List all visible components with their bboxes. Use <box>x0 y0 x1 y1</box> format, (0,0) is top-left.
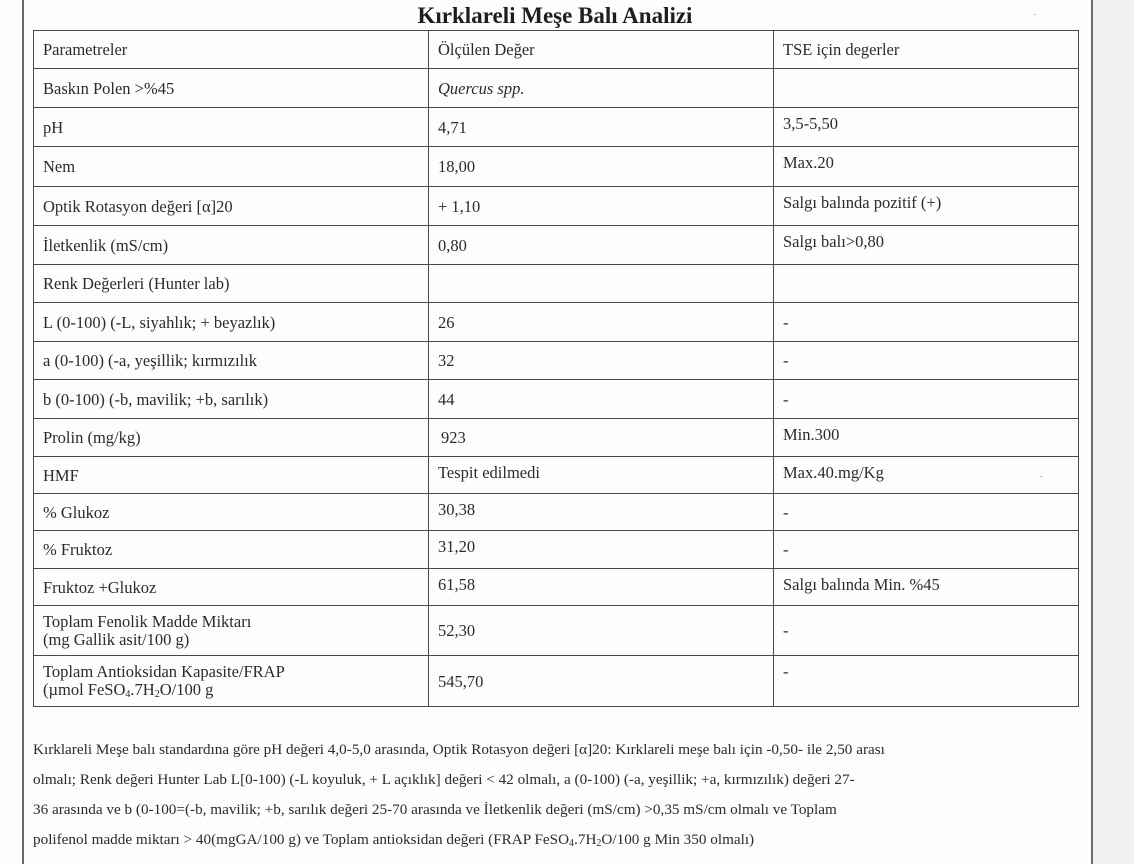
tse-cell <box>774 69 1079 108</box>
table-row <box>34 419 1079 457</box>
param-cell: Baskın Polen >%45 <box>34 69 429 108</box>
param-cell: L (0-100) (-L, siyahlık; + beyazlık) <box>34 303 429 342</box>
note-line: olmalı; Renk değeri Hunter Lab L[0-100) (-L koyuluk, + L açıklık] değeri < 42 olmalı, a (0-100) (-a, yeşillik; +a, kırmızılık) değeri 27- <box>33 771 855 788</box>
tse-cell: Min.300 <box>774 419 1079 457</box>
param-cell: Optik Rotasyon değeri [α]20 <box>34 187 429 226</box>
param-cell: pH <box>34 108 429 147</box>
tse-cell: - <box>774 380 1079 419</box>
table-row <box>34 303 1079 342</box>
table-row <box>34 606 1079 656</box>
measured-cell: 44 <box>429 380 774 419</box>
param-cell: HMF <box>34 457 429 494</box>
param-cell: Nem <box>34 147 429 187</box>
header-cell: Parametreler <box>34 31 429 69</box>
table-row <box>34 187 1079 226</box>
note-line: polifenol madde miktarı > 40(mgGA/100 g) ve Toplam antioksidan değeri (FRAP $FeSO_4.7H_2O/100$ g Min 350 olmalı) <box>33 831 755 849</box>
table-row <box>34 494 1079 531</box>
measured-cell: 52,30 <box>429 606 774 656</box>
param-cell: b (0-100) (-b, mavilik; +b, sarılık) <box>34 380 429 419</box>
scan-speck <box>1034 14 1036 15</box>
param-cell: Renk Değerleri (Hunter lab) <box>34 265 429 303</box>
param-cell: Prolin (mg/kg) <box>34 419 429 457</box>
tse-cell <box>774 265 1079 303</box>
table-row <box>34 531 1079 569</box>
tse-cell: - <box>774 606 1079 656</box>
table-row <box>34 108 1079 147</box>
measured-cell: Tespit edilmedi <box>429 457 774 494</box>
measured-cell: 0,80 <box>429 226 774 265</box>
tse-cell: - <box>774 342 1079 380</box>
table-row <box>34 147 1079 187</box>
table-row <box>34 656 1079 707</box>
measured-cell: 18,00 <box>429 147 774 187</box>
table-row <box>34 457 1079 494</box>
param-line: (mg Gallik asit/100 g) <box>43 629 190 649</box>
measured-cell: 26 <box>429 303 774 342</box>
measured-cell: 31,20 <box>429 531 774 569</box>
param-line: Toplam Fenolik Madde Miktarı <box>43 611 252 631</box>
tse-cell: Salgı balında pozitif (+) <box>774 187 1079 226</box>
table-header-row <box>34 31 1079 69</box>
header-cell: TSE için degerler <box>774 31 1079 69</box>
table-row <box>34 265 1079 303</box>
scan-speck <box>1040 476 1042 477</box>
note-line: 36 arasında ve b (0-100=(-b, mavilik; +b, sarılık değeri 25-70 arasında ve İletkenlik değeri (mS/cm) >0,35 mS/cm olmalı ve Toplam <box>33 801 837 818</box>
tse-cell: - <box>774 656 1079 707</box>
document-title: Kırklareli Meşe Balı Analizi <box>417 3 693 28</box>
measured-cell: 545,70 <box>429 656 774 707</box>
tse-cell: - <box>774 303 1079 342</box>
table-row <box>34 380 1079 419</box>
measured-cell: + 1,10 <box>429 187 774 226</box>
param-cell: İletkenlik (mS/cm) <box>34 226 429 265</box>
tse-cell: Max.20 <box>774 147 1079 187</box>
table-row <box>34 69 1079 108</box>
measured-cell: 4,71 <box>429 108 774 147</box>
header-cell: Ölçülen Değer <box>429 31 774 69</box>
table-row <box>34 569 1079 606</box>
tse-cell: - <box>774 494 1079 531</box>
table-row <box>34 226 1079 265</box>
param-cell: a (0-100) (-a, yeşillik; kırmızılık <box>34 342 429 380</box>
measured-cell <box>429 265 774 303</box>
tse-cell: Salgı balı>0,80 <box>774 226 1079 265</box>
tse-cell: Salgı balında Min. %45 <box>774 569 1079 606</box>
measured-cell: 32 <box>429 342 774 380</box>
param-line: Toplam Antioksidan Kapasite/FRAP <box>43 662 285 681</box>
table-row <box>34 342 1079 380</box>
tse-cell: - <box>774 531 1079 569</box>
param-cell: % Fruktoz <box>34 531 429 569</box>
measured-cell: 30,38 <box>429 494 774 531</box>
measured-cell: Quercus spp. <box>429 69 774 108</box>
page-margin <box>1093 0 1134 864</box>
tse-cell: Max.40.mg/Kg <box>774 457 1079 494</box>
analysis-table <box>33 30 1079 707</box>
measured-cell: 61,58 <box>429 569 774 606</box>
standard-note-paragraph <box>33 735 1083 855</box>
tse-cell: 3,5-5,50 <box>774 108 1079 147</box>
measured-cell: 923 <box>429 419 774 457</box>
param-cell: % Glukoz <box>34 494 429 531</box>
note-line: Kırklareli Meşe balı standardına göre pH değeri 4,0-5,0 arasında, Optik Rotasyon değeri [α]20: Kırklareli meşe balı için -0,50- ile 2,50 arası <box>33 741 885 758</box>
param-cell <box>34 606 429 656</box>
param-cell: Fruktoz +Glukoz <box>34 569 429 606</box>
param-line: (µmol $FeSO_4.7H_2O/100$ g <box>43 680 214 700</box>
param-cell <box>34 656 429 707</box>
page-left-border <box>22 0 24 864</box>
